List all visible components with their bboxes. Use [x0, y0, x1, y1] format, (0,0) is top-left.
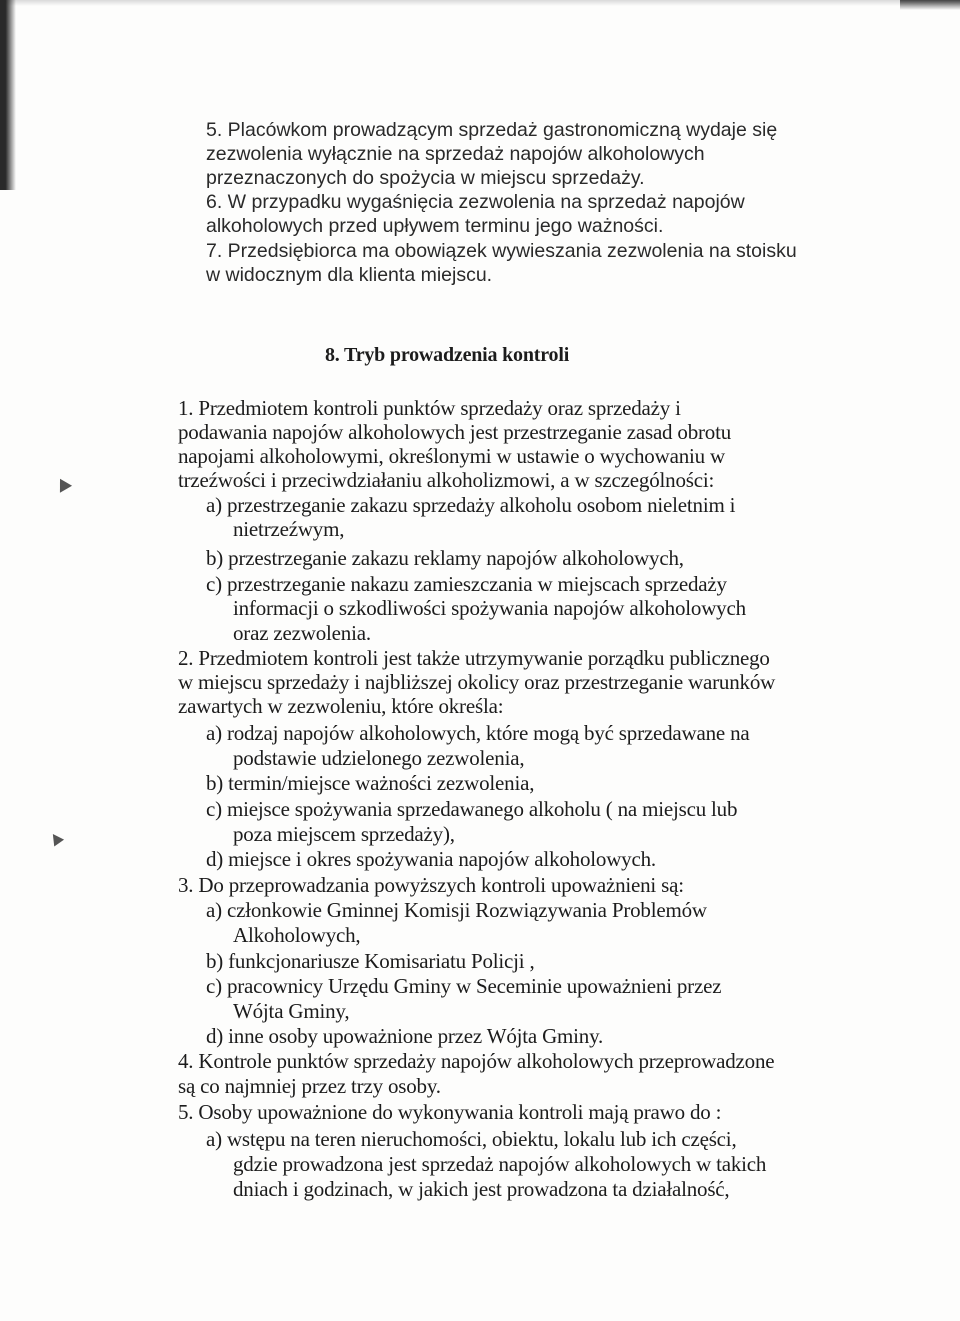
list-item-continuation: dniach i godzinach, w jakich jest prowadzona ta działalność, — [233, 1177, 730, 1201]
body-line: w miejscu sprzedaży i najbliższej okolicy oraz przestrzeganie warunków — [178, 670, 776, 694]
body-line: 2. Przedmiotem kontroli jest także utrzymywanie porządku publicznego — [178, 646, 770, 670]
punch-mark-icon — [54, 475, 72, 492]
intro-line: 6. W przypadku wygaśnięcia zezwolenia na sprzedaż napojów — [206, 191, 745, 213]
body-line: 5. Osoby upoważnione do wykonywania kontroli mają prawo do : — [178, 1100, 722, 1124]
list-item: a) rodzaj napojów alkoholowych, które mogą być sprzedawane na — [206, 721, 750, 745]
list-item-continuation: nietrzeźwym, — [233, 517, 345, 541]
list-item-continuation: gdzie prowadzona jest sprzedaż napojów alkoholowych w takich — [233, 1152, 767, 1176]
list-item-continuation: informacji o szkodliwości spożywania napojów alkoholowych — [233, 596, 746, 620]
body-line: trzeźwości i przeciwdziałaniu alkoholizmowi, a w szczególności: — [178, 468, 715, 492]
list-item: b) termin/miejsce ważności zezwolenia, — [206, 771, 535, 795]
intro-line: 5. Placówkom prowadzącym sprzedaż gastronomiczną wydaje się — [206, 119, 778, 141]
list-item: a) członkowie Gminnej Komisji Rozwiązywania Problemów — [206, 898, 707, 922]
body-line: napojami alkoholowymi, określonymi w ustawie o wychowaniu w — [178, 444, 725, 468]
scan-shadow-top — [0, 0, 960, 6]
body-line: są co najmniej przez trzy osoby. — [178, 1074, 441, 1098]
list-item: c) miejsce spożywania sprzedawanego alkoholu ( na miejscu lub — [206, 797, 738, 821]
list-item: b) przestrzeganie zakazu reklamy napojów alkoholowych, — [206, 546, 684, 570]
intro-line: alkoholowych przed upływem terminu jego ważności. — [206, 215, 664, 237]
list-item-continuation: Wójta Gminy, — [233, 999, 350, 1023]
intro-line: zezwolenia wyłącznie na sprzedaż napojów alkoholowych — [206, 143, 705, 165]
intro-line: 7. Przedsiębiorca ma obowiązek wywieszania zezwolenia na stoisku — [206, 240, 797, 262]
body-line: zawartych w zezwoleniu, które określa: — [178, 694, 504, 718]
list-item-continuation: podstawie udzielonego zezwolenia, — [233, 746, 525, 770]
section-heading: 8. Tryb prowadzenia kontroli — [325, 344, 570, 366]
list-item-continuation: poza miejscem sprzedaży), — [233, 822, 455, 846]
body-line: 4. Kontrole punktów sprzedaży napojów alkoholowych przeprowadzone — [178, 1049, 775, 1073]
list-item-continuation: Alkoholowych, — [233, 923, 361, 947]
body-line: podawania napojów alkoholowych jest przestrzeganie zasad obrotu — [178, 420, 732, 444]
scan-shadow-corner — [900, 0, 960, 10]
intro-line: przeznaczonych do spożycia w miejscu sprzedaży. — [206, 167, 645, 189]
scan-shadow-left — [0, 0, 16, 190]
list-item-continuation: oraz zezwolenia. — [233, 621, 371, 645]
body-line: 3. Do przeprowadzania powyższych kontroli upoważnieni są: — [178, 873, 684, 897]
list-item: d) inne osoby upoważnione przez Wójta Gminy. — [206, 1024, 604, 1048]
body-line: 1. Przedmiotem kontroli punktów sprzedaży oraz sprzedaży i — [178, 396, 681, 420]
list-item: a) wstępu na teren nieruchomości, obiektu, lokalu lub ich części, — [206, 1127, 737, 1151]
list-item: b) funkcjonariusze Komisariatu Policji , — [206, 949, 535, 973]
list-item: c) pracownicy Urzędu Gminy w Seceminie upoważnieni przez — [206, 974, 722, 998]
list-item: c) przestrzeganie nakazu zamieszczania w miejscach sprzedaży — [206, 572, 727, 596]
list-item: a) przestrzeganie zakazu sprzedaży alkoholu osobom nieletnim i — [206, 493, 736, 517]
list-item: d) miejsce i okres spożywania napojów alkoholowych. — [206, 847, 656, 871]
intro-line: w widocznym dla klienta miejscu. — [206, 264, 493, 286]
punch-mark-icon — [48, 831, 64, 847]
